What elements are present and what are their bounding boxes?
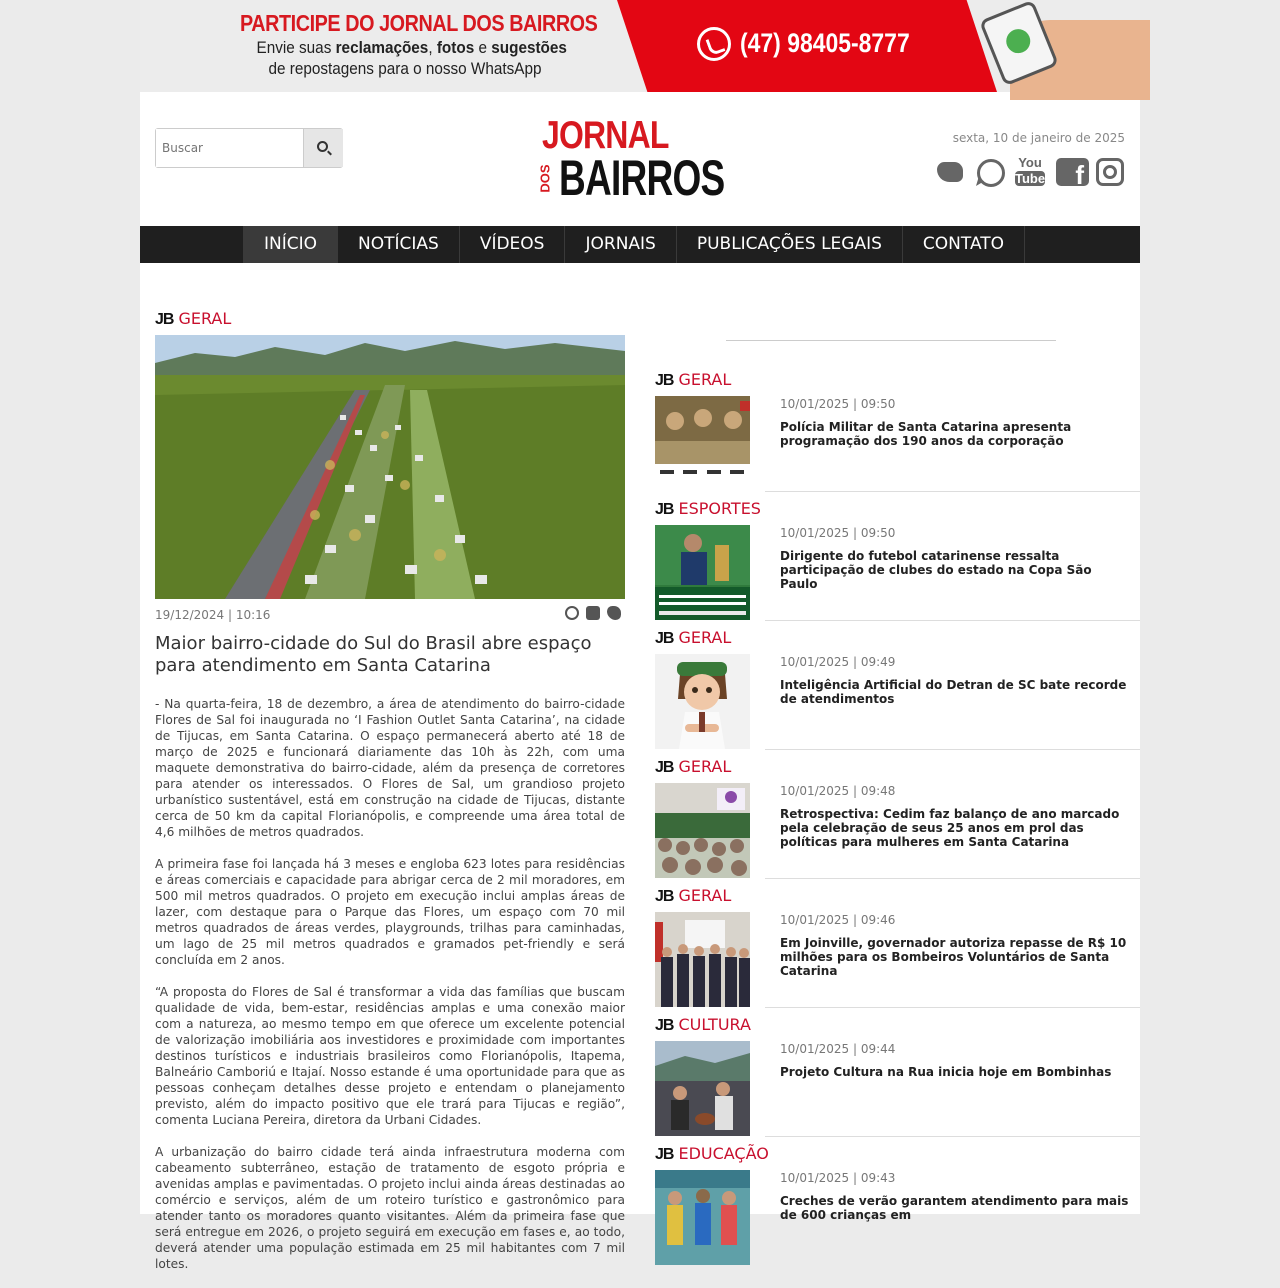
logo-jornal-text: JORNAL [542,114,669,157]
youtube-icon[interactable] [1015,156,1045,188]
search-input[interactable] [156,129,303,167]
facebook-icon[interactable] [1055,156,1085,188]
news-separator [765,491,1140,492]
governor-group-photo [655,912,750,1007]
article-image[interactable] [155,335,625,599]
news-date: 10/01/2025 | 09:43 [780,1171,896,1185]
jb-mark: JB [655,501,674,518]
jb-mark: JB [655,759,674,776]
news-date: 10/01/2025 | 09:44 [780,1042,896,1056]
site-logo[interactable] [532,114,752,206]
nav-list [243,226,1025,263]
search-form [155,128,343,168]
news-thumbnail[interactable] [655,1170,750,1265]
news-separator [765,620,1140,621]
instagram-icon[interactable] [1095,156,1125,188]
news-thumbnail[interactable] [655,396,750,491]
news-category[interactable]: JB EDUCAÇÃO [655,1144,769,1163]
nav-item-inicio[interactable]: INÍCIO [243,226,337,263]
news-item[interactable] [655,757,1140,886]
news-date: 10/01/2025 | 09:50 [780,397,896,411]
banner-phone-number: (47) 98405-8777 [740,28,910,58]
share-facebook-icon[interactable] [586,606,600,620]
jb-mark: JB [155,311,174,328]
main-nav [140,226,1140,263]
news-thumbnail[interactable] [655,525,750,620]
jb-mark: JB [655,372,674,389]
banner-line-1: Envie suas reclamações, fotos e sugestões [256,38,567,57]
current-date: sexta, 10 de janeiro de 2025 [952,131,1125,145]
news-date: 10/01/2025 | 09:46 [780,913,896,927]
auditorium-event-photo [655,783,750,878]
news-category[interactable]: JB CULTURA [655,1015,751,1034]
news-item[interactable] [655,628,1140,757]
news-thumbnail[interactable] [655,783,750,878]
sidebar-divider [726,340,1056,341]
daycare-children-photo [655,1170,750,1265]
banner-title: PARTICIPE DO JORNAL DOS BAIRROS [240,10,598,36]
nav-item-noticias[interactable]: NOTÍCIAS [337,226,459,263]
news-item[interactable] [655,370,1140,499]
news-separator [765,749,1140,750]
news-date: 10/01/2025 | 09:48 [780,784,896,798]
search-icon [317,141,328,152]
whatsapp-banner-ad[interactable] [140,0,1140,92]
article-headline[interactable]: Maior bairro-cidade do Sul do Brasil abre espaço para atendimento em Santa Catarina [155,633,592,676]
news-thumbnail[interactable] [655,654,750,749]
banner-line-2: de repostagens para o nosso WhatsApp [268,59,542,78]
jb-mark: JB [655,630,674,647]
news-item[interactable] [655,1015,1140,1144]
article-category[interactable] [155,309,231,329]
jb-mark: JB [655,1146,674,1163]
article-date: 19/12/2024 | 10:16 [155,608,271,622]
news-category[interactable]: JB GERAL [655,886,732,905]
nav-item-jornais[interactable]: JORNAIS [564,226,675,263]
news-thumbnail[interactable] [655,1041,750,1136]
news-title[interactable]: Polícia Militar de Santa Catarina apresenta programação dos 190 anos da corporação [780,420,1072,448]
news-category[interactable]: JB GERAL [655,628,732,647]
news-separator [765,878,1140,879]
police-ceremony-photo [655,396,750,491]
jb-mark: JB [655,888,674,905]
ai-avatar-illustration [655,654,750,749]
sports-director-photo [655,525,750,620]
news-title[interactable]: Em Joinville, governador autoriza repasse de R$ 10 milhões para os Bombeiros Voluntários de Santa Catarina [780,936,1127,978]
news-category[interactable]: JB GERAL [655,757,732,776]
article-paragraph: - Na quarta-feira, 18 de dezembro, a área de atendimento do bairro-cidade Flores de Sal foi inaugurada no ‘I Fashion Outlet Santa Catarina’, na cidade de Tijucas, em Santa Catarina. O espaço permanecerá aberto até 18 de março de 2025 e funcionará diariamente das 10h às 22h, com uma maquete demonstrativa do bairro-cidade, além da presença de corretores para atender os interessados. O Flores de Sal, um grandioso projeto urbanístico sustentável, está em construção na cidade de Tijucas, distante cerca de 50 km da capital Florianópolis, e compreende uma área total de 4,6 milhões de metros quadrados. [155,697,625,839]
aerial-neighborhood-render [155,335,625,599]
news-separator [765,1007,1140,1008]
news-thumbnail[interactable] [655,912,750,1007]
news-category[interactable]: JB ESPORTES [655,499,761,518]
whatsapp-icon[interactable] [975,156,1005,188]
page [140,0,1140,1271]
search-button[interactable] [303,129,343,167]
article-paragraph: A primeira fase foi lançada há 3 meses e engloba 623 lotes para residências e áreas comerciais e capacidade para abrigar cerca de 2 mil moradores, em 500 mil metros quadrados. O projeto em execução inclui amplas áreas de lazer, com destaque para o Parque das Flores, um espaço com 70 mil metros quadrados de áreas verdes, playgrounds, trilhas para caminhadas, um lago de 25 mil metros quadrados e gramados pet-friendly e será concluída em 2 anos. [155,857,625,967]
nav-item-videos[interactable]: VÍDEOS [459,226,565,263]
news-date: 10/01/2025 | 09:49 [780,655,896,669]
jb-mark: JB [655,1017,674,1034]
news-item[interactable] [655,886,1140,1015]
share-buttons [565,606,621,620]
youtube-tube-text: Tube [1015,171,1046,186]
news-date: 10/01/2025 | 09:50 [780,526,896,540]
news-separator [765,1136,1140,1137]
youtube-you-text: You [1018,155,1042,170]
news-title[interactable]: Retrospectiva: Cedim faz balanço de ano marcado pela celebração de seus 25 anos em prol das políticas para mulheres em Santa Catarina [780,807,1120,849]
logo-bairros-text: BAIRROS [559,150,725,206]
street-music-photo [655,1041,750,1136]
nav-item-contato[interactable]: CONTATO [902,226,1025,263]
twitter-icon[interactable] [935,156,965,188]
news-title[interactable]: Inteligência Artificial do Detran de SC bate recorde de atendimentos [780,678,1127,706]
news-title[interactable]: Creches de verão garantem atendimento para mais de 600 crianças em [780,1194,1129,1222]
news-item[interactable] [655,1144,1140,1273]
share-whatsapp-icon[interactable] [565,606,579,620]
news-category[interactable]: JB GERAL [655,370,732,389]
article-body [155,696,625,1288]
article-category-label: GERAL [178,309,232,328]
whatsapp-icon [697,27,731,61]
news-title[interactable]: Dirigente do futebol catarinense ressalta participação de clubes do estado na Copa São Paulo [780,549,1092,591]
article-paragraph: “A proposta do Flores de Sal é transformar a vida das famílias que buscam qualidade de vida, bem-estar, residências amplas e uma conexão maior com a natureza, ao mesmo tempo em que oferece um excelente potencial de valorização imobiliária aos investidores e proximidade com importantes destinos turísticos e industriais brasileiros como Florianópolis, Itapema, Balneário Camboriú e Itajaí. Nosso estande é uma oportunidade para que as pessoas conheçam detalhes desse projeto e entendam o planejamento previsto, além do impacto positivo que ele trará para Tijucas e região”, comenta Luciana Pereira, diretora da Urbani Cidades. [155,985,625,1127]
share-twitter-icon[interactable] [607,606,621,620]
news-title[interactable]: Projeto Cultura na Rua inicia hoje em Bombinhas [780,1065,1112,1079]
social-links [935,156,1125,188]
news-item[interactable] [655,499,1140,628]
article-paragraph: A urbanização do bairro cidade terá ainda infraestrutura moderna com cabeamento subterrâneo, estação de tratamento de esgoto própria e avenidas amplas e pavimentadas. O projeto inclui ainda áreas destinadas ao comércio e serviços, além de um roteiro turístico e gastronômico para atender tanto os moradores quanto visitantes. Além da primeira fase que será entregue em 2026, o projeto seguirá em execução em fases e, ao todo, deverá atender uma população estimada em 25 mil habitantes com 7 mil lotes. [155,1145,625,1271]
logo-dos-text: DOS [537,164,553,193]
nav-item-publicacoes-legais[interactable]: PUBLICAÇÕES LEGAIS [676,226,902,263]
